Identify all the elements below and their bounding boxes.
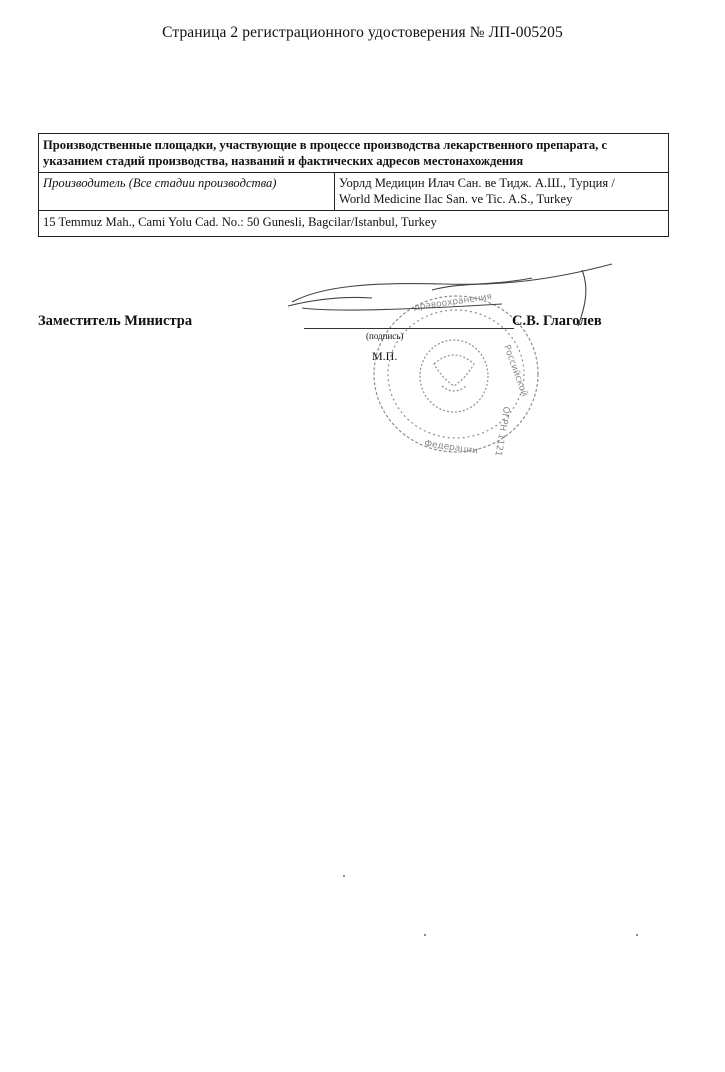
manufacturer-name-ru: Уорлд Медицин Илач Сан. ве Тидж. А.Ш., Турция /	[339, 176, 615, 190]
stamp-place-label: М.П.	[372, 349, 398, 363]
svg-text:дравоохранения: дравоохранения	[413, 292, 493, 313]
speck	[424, 934, 426, 936]
signature-line	[304, 328, 514, 329]
production-sites-table	[38, 133, 669, 237]
page-header: Страница 2 регистрационного удостоверения № ЛП-005205	[162, 24, 563, 41]
manufacturer-address: 15 Temmuz Mah., Cami Yolu Cad. No.: 50 Gunesli, Bagcilar/Istanbul, Turkey	[43, 215, 437, 229]
manufacturer-role-cell: Производитель (Все стадии производства)	[39, 173, 335, 210]
signature-block	[38, 260, 688, 480]
table-row-manufacturer	[39, 173, 668, 211]
manufacturer-name-cell	[335, 173, 668, 210]
signatory-name: С.В. Глаголев	[512, 313, 602, 329]
speck	[343, 875, 345, 877]
table-heading: Производственные площадки, участвующие в процессе производства лекарственного препарата, с указанием стадий производства, названий и фактических адресов местонахождения	[39, 134, 668, 173]
speck	[636, 934, 638, 936]
svg-text:ОГРН 1121: ОГРН 1121	[492, 405, 511, 457]
svg-text:Российской: Российской	[501, 343, 530, 399]
signature-caption: (подпись)	[366, 331, 404, 341]
signatory-position: Заместитель Министра	[38, 313, 193, 329]
manufacturer-name-en: World Medicine Ilac San. ve Tic. A.S., Turkey	[339, 191, 573, 206]
svg-text:Федерации: Федерации	[423, 439, 479, 457]
